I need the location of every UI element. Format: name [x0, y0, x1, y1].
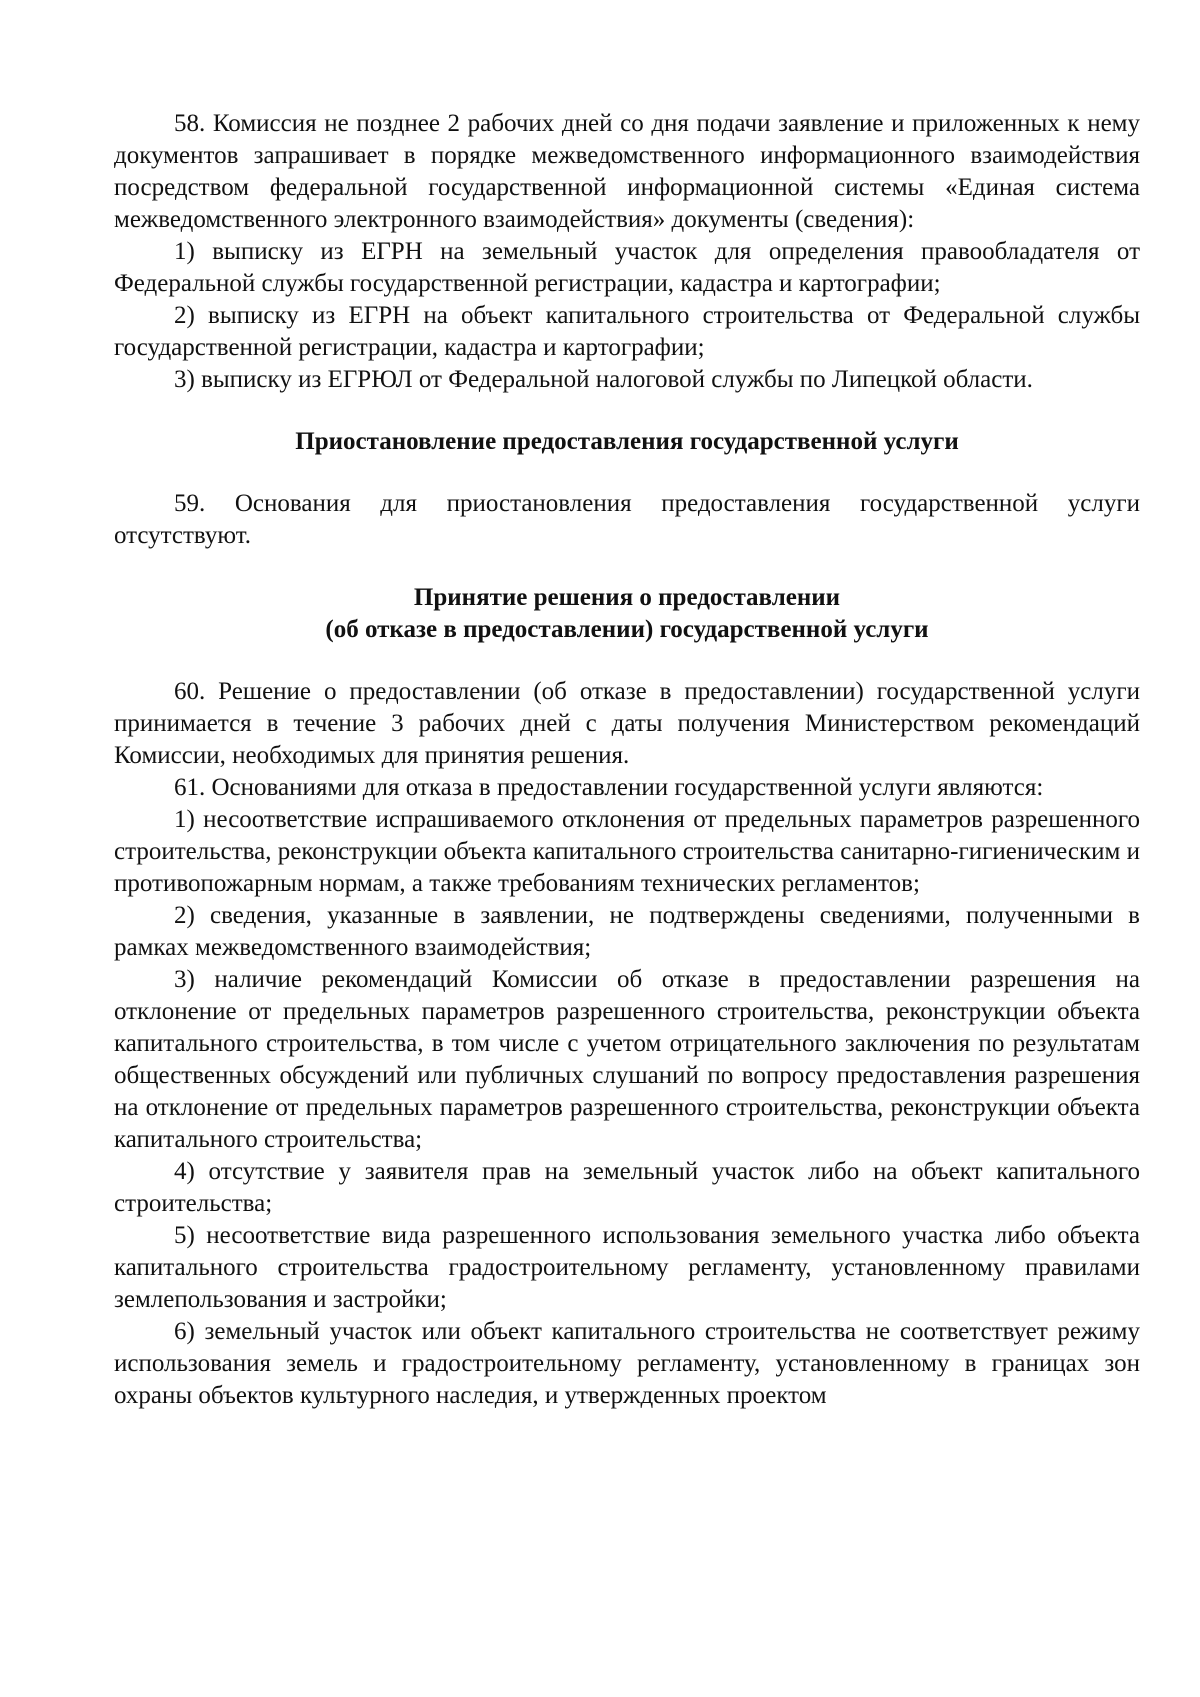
section-heading-suspension-text: Приостановление предоставления государственной услуги — [295, 428, 959, 455]
document-page — [114, 108, 1140, 1412]
paragraph-61: 61. Основаниями для отказа в предоставлении государственной услуги являются: — [174, 774, 1044, 801]
section-heading-decision — [114, 582, 1140, 646]
section-heading-decision-line-2: (об отказе в предоставлении) государственной услуги — [325, 616, 929, 643]
paragraph-58-item-1: 1) выписку из ЕГРН на земельный участок для определения правообладателя от Федеральной службы государственной регистрации, кадастра и картографии; — [114, 238, 1140, 297]
paragraph-58-item-3: 3) выписку из ЕГРЮЛ от Федеральной налоговой службы по Липецкой области. — [174, 366, 1033, 393]
section-heading-decision-line-1: Принятие решения о предоставлении — [413, 584, 841, 611]
paragraph-58-item-2: 2) выписку из ЕГРН на объект капитального строительства от Федеральной службы государственной регистрации, кадастра и картографии; — [114, 302, 1140, 361]
paragraph-61-item-6: 6) земельный участок или объект капитального строительства не соответствует режиму использования земель и градостроительному регламенту, установленному в границах зон охраны объектов культурного наследия, и утвержденных проектом — [114, 1318, 1140, 1409]
paragraph-61-item-5: 5) несоответствие вида разрешенного использования земельного участка либо объекта капитального строительства градостроительному регламенту, установленному правилами землепользования и застройки; — [114, 1222, 1140, 1313]
section-heading-suspension — [114, 426, 1140, 458]
paragraph-61-item-4: 4) отсутствие у заявителя прав на земельный участок либо на объект капитального строительства; — [114, 1158, 1140, 1217]
paragraph-61-item-3: 3) наличие рекомендаций Комиссии об отказе в предоставлении разрешения на отклонение от предельных параметров разрешенного строительства, реконструкции объекта капитального строительства, в том числе с учетом отрицательного заключения по результатам общественных обсуждений или публичных слушаний по вопросу предоставления разрешения на отклонение от предельных параметров разрешенного строительства, реконструкции объекта капитального строительства; — [114, 966, 1140, 1153]
paragraph-61-item-2: 2) сведения, указанные в заявлении, не подтверждены сведениями, полученными в рамках межведомственного взаимодействия; — [114, 902, 1140, 961]
paragraph-60: 60. Решение о предоставлении (об отказе в предоставлении) государственной услуги принимается в течение 3 рабочих дней с даты получения Министерством рекомендаций Комиссии, необходимых для принятия решения. — [114, 678, 1140, 769]
paragraph-58: 58. Комиссия не позднее 2 рабочих дней со дня подачи заявление и приложенных к нему документов запрашивает в порядке межведомственного информационного взаимодействия посредством федеральной государственной информационной системы «Единая система межведомственного электронного взаимодействия» документы (сведения): — [114, 110, 1140, 233]
paragraph-61-item-1: 1) несоответствие испрашиваемого отклонения от предельных параметров разрешенного строительства, реконструкции объекта капитального строительства санитарно-гигиеническим и противопожарным нормам, а также требованиям технических регламентов; — [114, 806, 1140, 897]
paragraph-59: 59. Основания для приостановления предоставления государственной услуги отсутствуют. — [114, 490, 1140, 549]
